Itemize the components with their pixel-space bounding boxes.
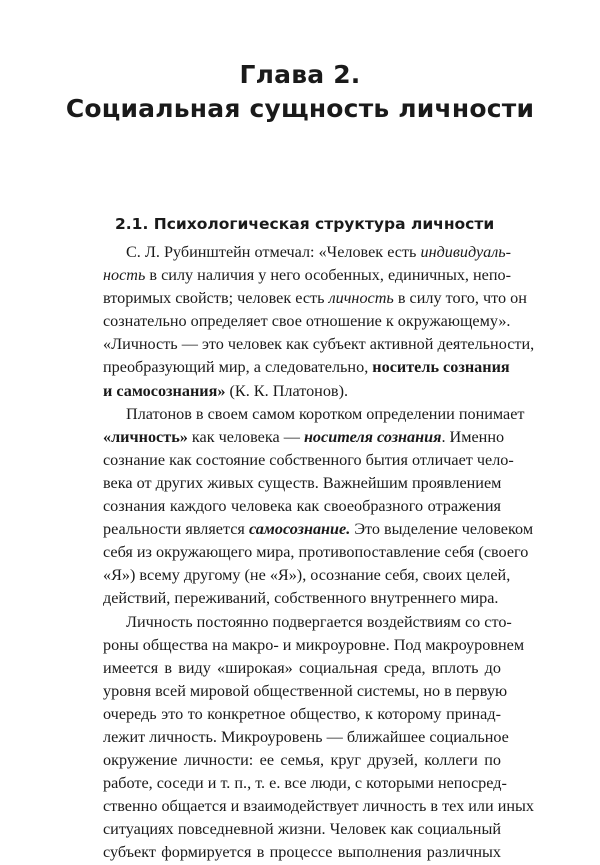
text-run: преобразующий мир, а следовательно, xyxy=(103,358,373,377)
chapter-title: Социальная сущность личности xyxy=(65,94,535,123)
text-line xyxy=(103,564,511,587)
text-run: как человека — xyxy=(187,427,304,446)
paragraph xyxy=(103,611,535,865)
text-line xyxy=(103,703,501,726)
text-line xyxy=(103,426,505,449)
text-run: Личность постоянно подвергается воздействиям со сто- xyxy=(126,612,512,631)
text-line xyxy=(103,518,534,541)
text-run: работе, соседи и т. п., т. е. все люди, с которыми непосред- xyxy=(103,774,507,793)
text-line xyxy=(103,657,501,680)
text-line xyxy=(103,818,501,841)
text-run: в силу того, что он xyxy=(393,289,527,308)
text-run: имеется в виду «широкая» социальная среда, вплоть до xyxy=(103,658,501,677)
text-line xyxy=(103,403,525,426)
text-run: субъект формируется в процессе выполнения различных xyxy=(103,843,501,862)
text-run: ственно общается и взаимодействует личность в тех или иных xyxy=(103,797,535,816)
text-line xyxy=(103,380,501,403)
chapter-number: Глава 2. xyxy=(239,60,361,89)
text-line xyxy=(103,611,512,634)
text-run: в силу наличия у него особенных, единичных, непо- xyxy=(145,266,512,285)
text-line xyxy=(103,495,501,518)
text-line xyxy=(103,264,512,287)
text-run: сознания каждого человека как своеобразного отражения xyxy=(103,497,501,516)
text-run: носитель сознания xyxy=(372,358,510,377)
text-run: «Я») всему другому (не «Я»), осознание себя, своих целей, xyxy=(103,566,511,585)
text-run: лежит личность. Микроуровень — ближайшее социальное xyxy=(103,727,509,746)
text-line xyxy=(103,841,501,864)
paragraph xyxy=(103,241,535,403)
text-run: века от других живых существ. Важнейшим проявлением xyxy=(103,473,502,492)
text-run: сознательно определяет свое отношение к окружающему». xyxy=(103,312,511,331)
text-run: индивидуаль- xyxy=(420,243,512,261)
text-run: Платонов в своем самом коротком определении понимает xyxy=(126,404,525,423)
text-line xyxy=(103,333,535,356)
text-run: носителя сознания xyxy=(303,427,442,446)
text-run: «Личность — это человек как субъект активной деятельности, xyxy=(103,335,535,354)
text-run: личность xyxy=(328,289,394,308)
text-line xyxy=(103,726,509,749)
text-line xyxy=(103,356,510,379)
text-line xyxy=(103,472,501,495)
text-run: С. Л. Рубинштейн отмечал: «Человек есть xyxy=(126,243,421,261)
text-run: сознание как состояние собственного бытия отличает чело- xyxy=(103,450,514,469)
text-run: . Именно xyxy=(441,427,505,446)
text-line xyxy=(103,772,507,795)
text-line xyxy=(103,587,501,610)
text-line xyxy=(103,634,525,657)
text-line xyxy=(103,680,508,703)
text-run: действий, переживаний, собственного внутреннего мира. xyxy=(103,589,499,608)
text-line xyxy=(103,449,514,472)
body-text xyxy=(103,241,535,865)
text-run: ность xyxy=(103,266,146,285)
text-line xyxy=(103,310,511,333)
text-run: «личность» xyxy=(103,427,188,446)
text-run: вторимых свойств; человек есть xyxy=(103,289,329,308)
text-line xyxy=(103,287,527,310)
text-line xyxy=(103,795,535,818)
text-run: самосознание. xyxy=(248,520,351,539)
text-line xyxy=(103,241,512,264)
text-run: Это выделение человеком xyxy=(350,520,534,539)
text-line xyxy=(103,749,501,772)
text-run: окружение личности: ее семья, круг друзей, коллеги по xyxy=(103,751,501,770)
text-run: роны общества на макро- и микроуровне. Под макроуровнем xyxy=(103,635,525,654)
paragraph xyxy=(103,403,534,611)
text-run: ситуациях повседневной жизни. Человек как социальный xyxy=(103,820,501,839)
text-run: реальности является xyxy=(103,520,249,539)
section-heading: 2.1. Психологическая структура личности xyxy=(115,215,495,233)
text-run: уровня всей мировой общественной системы, но в первую xyxy=(103,681,508,700)
text-run: очередь это то конкретное общество, к которому принад- xyxy=(103,704,501,723)
text-run: (К. К. Платонов). xyxy=(225,381,349,400)
text-run: себя из окружающего мира, противопоставление себя (своего xyxy=(103,543,529,562)
text-run: и самосознания» xyxy=(103,381,226,400)
text-line xyxy=(103,541,529,564)
